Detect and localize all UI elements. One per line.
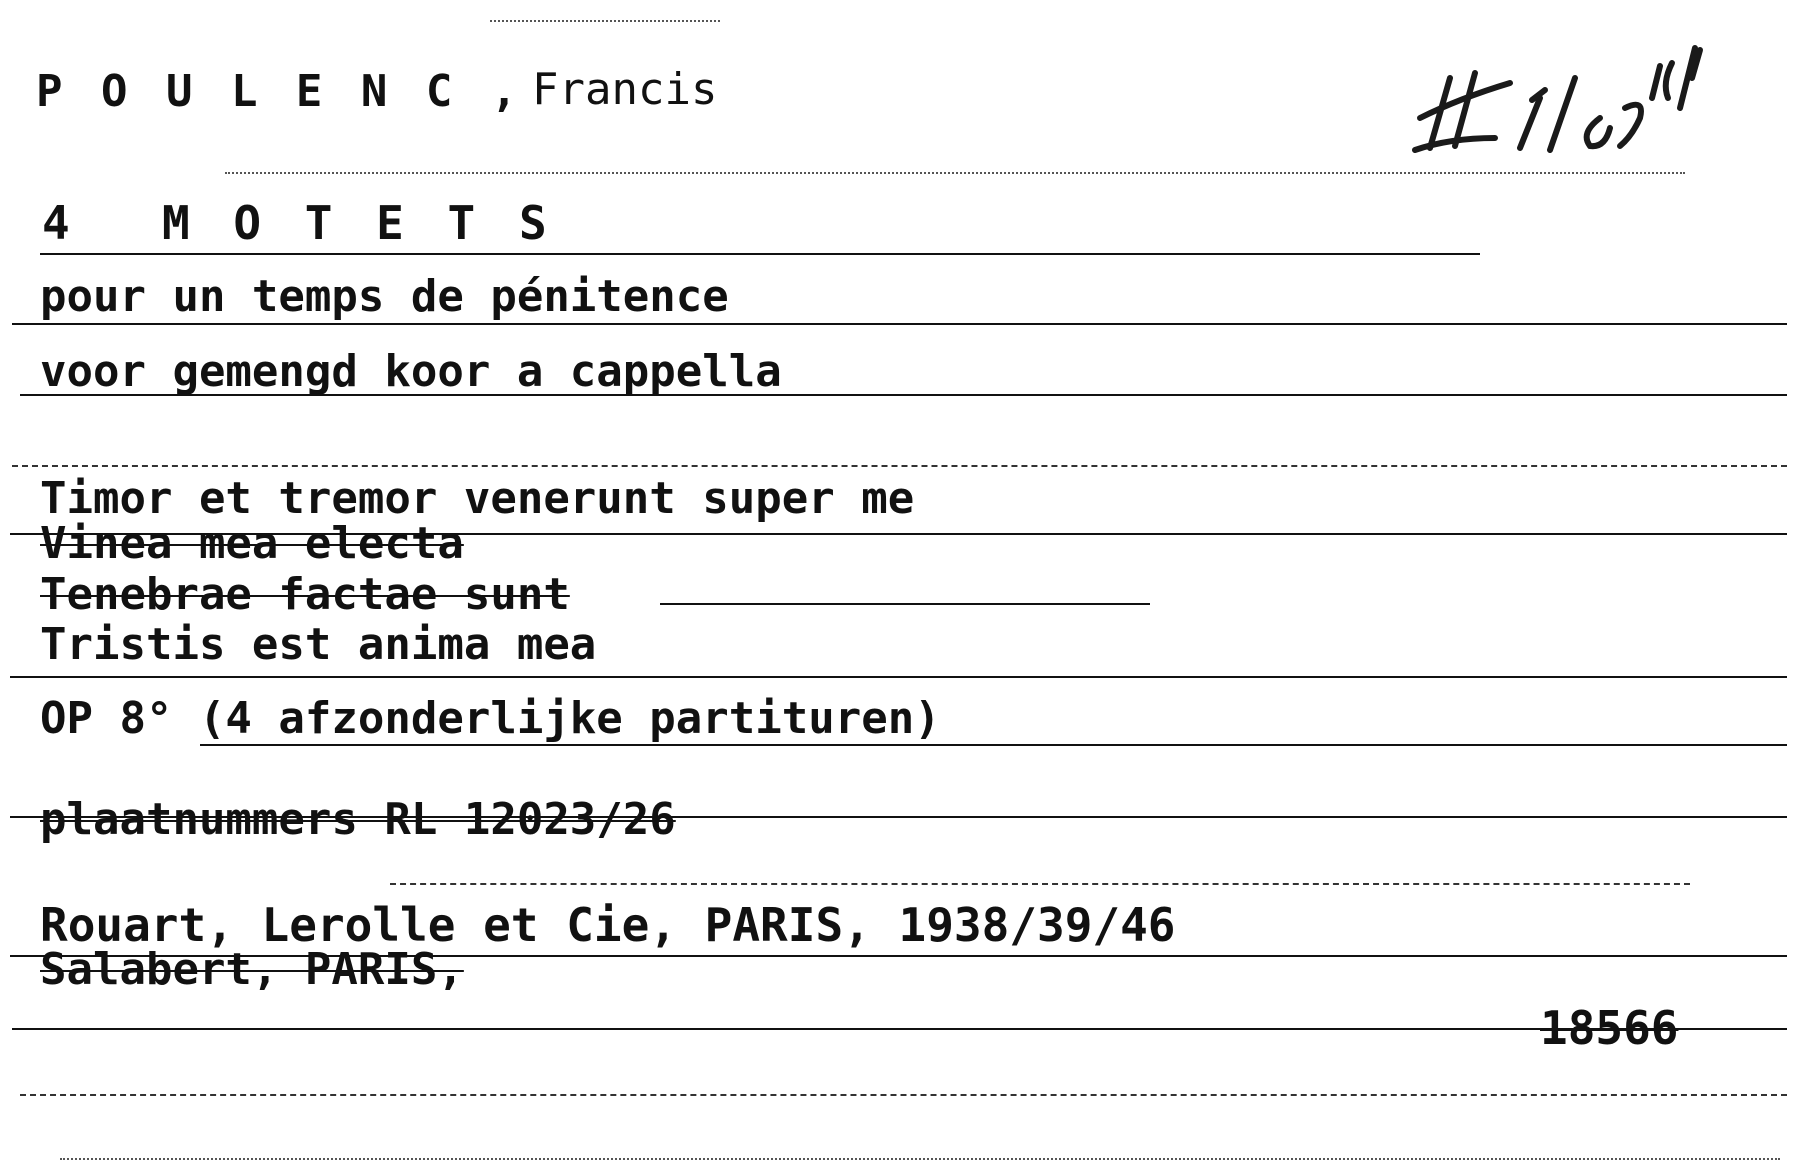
format-rule [200, 744, 1787, 746]
header-rule [225, 172, 1685, 174]
plate-under-rule [390, 883, 1690, 885]
subtitle-rule [12, 323, 1787, 325]
title-rule [40, 253, 1480, 255]
scoring-rule [20, 394, 1787, 396]
composer-surname: P O U L E N C , [36, 66, 524, 117]
title-subtitle: pour un temps de pénitence [40, 271, 729, 322]
catalog-number: 18566 [1540, 1001, 1679, 1055]
format-line: OP 8° (4 afzonderlijke partituren) [40, 693, 941, 744]
bottom-rule [20, 1094, 1787, 1096]
blank-rule [12, 465, 1787, 467]
contents-item: Tenebrae factae sunt [40, 569, 570, 620]
title-number: 4 [42, 196, 70, 250]
contents-rule [10, 676, 1787, 678]
handwritten-shelfmark [1400, 38, 1780, 168]
contents-item: Vinea mea electa [40, 518, 464, 569]
contents-item: Tristis est anima mea [40, 619, 597, 670]
composer-firstname: Francis [532, 64, 718, 115]
publisher-line: Rouart, Lerolle et Cie, PARIS, 1938/39/46 [40, 898, 1176, 952]
catalog-rule [12, 1028, 1787, 1030]
publisher-line: Salabert, PARIS, [40, 944, 464, 995]
title-main: M O T E T S [162, 196, 555, 250]
contents-item: Timor et tremor venerunt super me [40, 473, 915, 524]
title-scoring: voor gemengd koor a cappella [40, 346, 782, 397]
contents-rule [660, 603, 1150, 605]
bottom-edge-rule [60, 1158, 1780, 1160]
top-specks [490, 20, 720, 22]
plate-rule [10, 816, 1787, 818]
plate-numbers: plaatnummers RL 12023/26 [40, 794, 676, 845]
